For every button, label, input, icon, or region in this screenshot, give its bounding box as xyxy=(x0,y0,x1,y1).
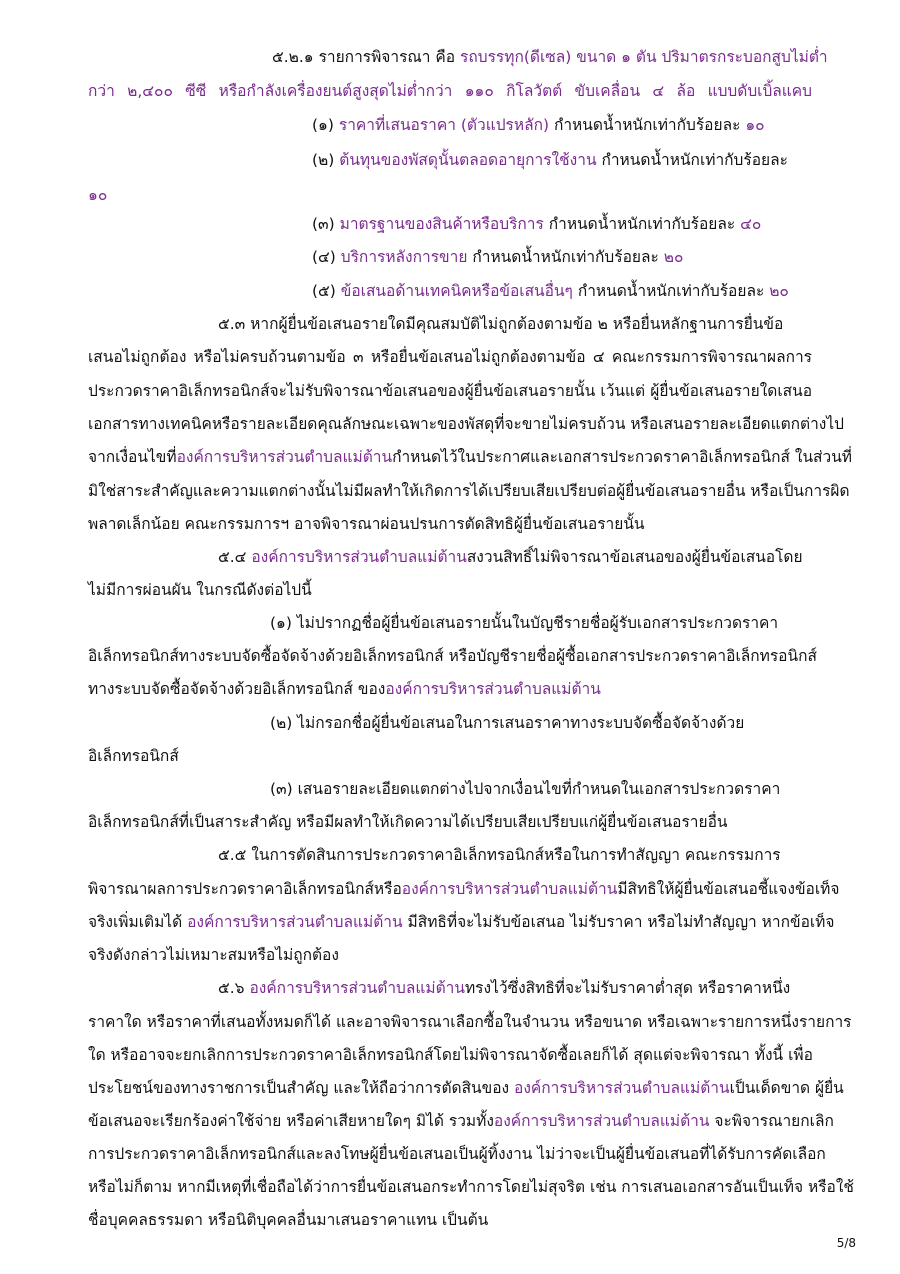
text-line xyxy=(88,513,812,535)
highlighted-text: องค์การบริหารส่วนตำบลแม่ต้าน xyxy=(251,548,467,566)
text-segment: เสนอไม่ถูกต้อง หรือไม่ครบถ้วนตามข้อ ๓ หรือยื่นข้อเสนอไม่ถูกต้องตามข้อ ๔ คณะกรรมการพิจารณาผลการ xyxy=(88,348,812,366)
text-line xyxy=(88,645,817,667)
sub-item xyxy=(270,612,900,634)
text-segment: มีสิทธิให้ผู้ยื่นข้อเสนอชี้แจงข้อเท็จ xyxy=(617,880,840,898)
text-line xyxy=(88,1110,834,1132)
text-segment: กำหนดไว้ในประกาศและเอกสารประกวดราคาอิเล็กทรอนิกส์ ในส่วนที่ xyxy=(392,448,853,466)
text-segment: (๒) xyxy=(312,151,340,169)
highlighted-text: ๒๐ xyxy=(769,282,789,300)
text-segment: อิเล็กทรอนิกส์ที่เป็นสาระสำคัญ หรือมีผลทำให้เกิดความได้เปรียบเสียเปรียบแก่ผู้ยื่นข้อเสนอรายอื่น xyxy=(88,813,728,831)
highlighted-text: องค์การบริหารส่วนตำบลแม่ต้าน xyxy=(249,979,465,997)
highlighted-text: องค์การบริหารส่วนตำบลแม่ต้าน xyxy=(385,680,601,698)
text-segment: (๑) ไม่ปรากฏชื่อผู้ยื่นข้อเสนอรายนั้นในบัญชีรายชื่อผู้รับเอกสารประกวดราคา xyxy=(270,614,779,632)
text-segment: หรือไม่ก็ตาม หากมีเหตุที่เชื่อถือได้ว่าการยื่นข้อเสนอกระทำการโดยไม่สุจริต เช่น การเสนอเอกสารอันเป็นเท็จ หรือใช้ xyxy=(88,1178,854,1196)
highlighted-text: ๔๐ xyxy=(740,215,762,233)
text-line xyxy=(88,480,850,502)
criteria-item xyxy=(312,213,900,235)
text-segment: ๕.๓ หากผู้ยื่นข้อเสนอรายใดมีคุณสมบัติไม่ถูกต้องตามข้อ ๒ หรือยื่นหลักฐานการยื่นข้อ xyxy=(218,315,784,333)
text-segment: จริงดังกล่าวไม่เหมาะสมหรือไม่ถูกต้อง xyxy=(88,946,339,964)
text-line xyxy=(88,446,853,468)
text-segment: สงวนสิทธิ์ไม่พิจารณาข้อเสนอของผู้ยื่นข้อเสนอโดย xyxy=(466,548,803,566)
text-line xyxy=(88,184,900,206)
text-line xyxy=(88,878,840,900)
text-segment: อิเล็กทรอนิกส์ xyxy=(88,747,179,765)
highlighted-text: บริการหลังการขาย xyxy=(340,248,468,266)
text-segment: ทรงไว้ซึ่งสิทธิที่จะไม่รับราคาต่ำสุด หรือราคาหนึ่ง xyxy=(464,979,791,997)
highlighted-text: ๑๐ xyxy=(745,116,765,134)
highlighted-text: องค์การบริหารส่วนตำบลแม่ต้าน xyxy=(514,1079,730,1097)
highlighted-text: กว่า ๒,๔๐๐ ซีซี หรือกำลังเครื่องยนต์สูงสุดไม่ต่ำกว่า ๑๑๐ กิโลวัตต์ ขับเคลื่อน ๔ ล้อ แบบดับเบิ้ลแคบ xyxy=(88,82,812,100)
clause-heading xyxy=(218,844,812,866)
highlighted-text: องค์การบริหารส่วนตำบลแม่ต้าน xyxy=(187,913,403,931)
text-segment: ทางระบบจัดซื้อจัดจ้างด้วยอิเล็กทรอนิกส์ ของ xyxy=(88,680,386,698)
text-segment: ๕.๕ ในการตัดสินการประกวดราคาอิเล็กทรอนิกส์หรือในการทำสัญญา คณะกรรมการ xyxy=(218,846,781,864)
highlighted-text: องค์การบริหารส่วนตำบลแม่ต้าน xyxy=(493,1112,710,1130)
text-segment: ไม่มีการผ่อนผัน ในกรณีดังต่อไปนี้ xyxy=(88,581,312,599)
highlighted-text: องค์การบริหารส่วนตำบลแม่ต้าน xyxy=(176,448,393,466)
text-segment: กำหนดน้ำหนักเท่ากับร้อยละ xyxy=(467,248,664,266)
text-segment: กำหนดน้ำหนักเท่ากับร้อยละ xyxy=(596,151,788,169)
clause-heading xyxy=(218,977,812,999)
text-line xyxy=(88,1011,852,1033)
text-line xyxy=(88,413,845,435)
sub-item xyxy=(270,778,900,800)
text-line xyxy=(88,1176,854,1198)
highlighted-text: องค์การบริหารส่วนตำบลแม่ต้าน xyxy=(401,880,618,898)
text-segment: ๕.๒.๑ รายการพิจารณา คือ xyxy=(272,48,461,66)
text-segment: ราคาใด หรือราคาที่เสนอทั้งหมดก็ได้ และอาจพิจารณาเลือกซื้อในจำนวน หรือขนาด หรือเฉพาะรายการหนึ่งรายการ xyxy=(88,1013,852,1031)
page-number: 5/8 xyxy=(836,1236,856,1250)
text-segment: (๕) xyxy=(312,282,341,300)
text-segment: (๓) xyxy=(312,215,340,233)
text-segment: จริงเพิ่มเติมได้ xyxy=(88,913,188,931)
criteria-item xyxy=(312,114,900,136)
text-line xyxy=(272,46,828,68)
text-segment: (๔) xyxy=(312,248,341,266)
text-segment: มิใช่สาระสำคัญและความแตกต่างนั้นไม่มีผลทำให้เกิดการได้เปรียบเสียเปรียบต่อผู้ยื่นข้อเสนอรายอื่น หรือเป็นการผิด xyxy=(88,482,850,500)
text-line xyxy=(88,911,835,933)
text-segment: กำหนดน้ำหนักเท่ากับร้อยละ xyxy=(543,215,741,233)
text-segment: ชื่อบุคคลธรรมดา หรือนิติบุคคลอื่นมาเสนอราคาแทน เป็นต้น xyxy=(88,1211,489,1229)
text-line xyxy=(88,745,812,767)
criteria-item xyxy=(312,246,900,268)
text-line xyxy=(88,579,812,601)
text-line xyxy=(88,80,812,102)
criteria-item xyxy=(312,149,900,171)
text-line xyxy=(88,1143,826,1165)
text-segment: เป็นเด็ดขาด ผู้ยื่น xyxy=(729,1079,844,1097)
text-segment: ๕.๔ xyxy=(218,548,252,566)
text-segment: เอกสารทางเทคนิคหรือรายละเอียดคุณลักษณะเฉพาะของพัสดุที่จะขายไม่ครบถ้วน หรือเสนอรายละเอียดแตกต่างไป xyxy=(88,415,845,433)
text-line xyxy=(88,811,812,833)
text-line xyxy=(88,1044,812,1066)
text-segment: ๕.๖ xyxy=(218,979,250,997)
criteria-item xyxy=(312,280,900,302)
text-segment: จากเงื่อนไขที่ xyxy=(88,448,177,466)
text-segment: การประกวดราคาอิเล็กทรอนิกส์และลงโทษผู้ยื่นข้อเสนอเป็นผู้ทิ้งงาน ไม่ว่าจะเป็นผู้ยื่นข้อเสนอที่ได้รับการคัดเลือก xyxy=(88,1145,826,1163)
highlighted-text: รถบรรทุก(ดีเซล) ขนาด ๑ ตัน ปริมาตรกระบอกสูบไม่ต่ำ xyxy=(460,48,828,66)
text-segment: อิเล็กทรอนิกส์ทางระบบจัดซื้อจัดจ้างด้วยอิเล็กทรอนิกส์ หรือบัญชีรายชื่อผู้ซื้อเอกสารประกวดราคาอิเล็กทรอนิกส์ xyxy=(88,647,817,665)
text-segment: ใด หรืออาจจะยกเลิกการประกวดราคาอิเล็กทรอนิกส์โดยไม่พิจารณาจัดซื้อเลยก็ได้ สุดแต่จะพิจารณา ทั้งนี้ เพื่อ xyxy=(88,1046,813,1064)
highlighted-text: มาตรฐานของสินค้าหรือบริการ xyxy=(339,215,544,233)
highlighted-text: ราคาที่เสนอราคา (ตัวแปรหลัก) xyxy=(338,116,550,134)
text-segment: จะพิจารณายกเลิก xyxy=(709,1112,834,1130)
text-segment: พิจารณาผลการประกวดราคาอิเล็กทรอนิกส์หรือ xyxy=(88,880,402,898)
text-line xyxy=(88,380,812,402)
clause-heading xyxy=(218,546,812,568)
sub-item xyxy=(270,712,900,734)
text-segment: ประโยชน์ของทางราชการเป็นสำคัญ และให้ถือว่าการตัดสินของ xyxy=(88,1079,515,1097)
text-segment: ข้อเสนอจะเรียกร้องค่าใช้จ่าย หรือค่าเสียหายใดๆ มิได้ รวมทั้ง xyxy=(88,1112,494,1130)
text-segment: มีสิทธิที่จะไม่รับข้อเสนอ ไม่รับราคา หรือไม่ทำสัญญา หากข้อเท็จ xyxy=(402,913,835,931)
highlighted-text: ๒๐ xyxy=(663,248,684,266)
highlighted-text: ข้อเสนอด้านเทคนิคหรือข้อเสนอื่นๆ xyxy=(340,282,573,300)
highlighted-text: ๑๐ xyxy=(88,186,108,204)
text-segment: ประกวดราคาอิเล็กทรอนิกส์จะไม่รับพิจารณาข้อเสนอของผู้ยื่นข้อเสนอรายนั้น เว้นแต่ ผู้ยื่นข้อเสนอรายใดเสนอ xyxy=(88,382,812,400)
text-segment: (๒) ไม่กรอกชื่อผู้ยื่นข้อเสนอในการเสนอราคาทางระบบจัดซื้อจัดจ้างด้วย xyxy=(270,714,745,732)
text-line xyxy=(88,1209,812,1231)
text-segment: กำหนดน้ำหนักเท่ากับร้อยละ xyxy=(549,116,746,134)
text-line xyxy=(88,346,812,368)
text-segment: กำหนดน้ำหนักเท่ากับร้อยละ xyxy=(572,282,770,300)
text-segment: (๓) เสนอรายละเอียดแตกต่างไปจากเงื่อนไขที่กำหนดในเอกสารประกวดราคา xyxy=(270,780,781,798)
clause-heading xyxy=(218,313,812,335)
text-line xyxy=(88,678,812,700)
text-line xyxy=(88,944,812,966)
text-line xyxy=(88,1077,844,1099)
highlighted-text: ต้นทุนของพัสดุนั้นตลอดอายุการใช้งาน xyxy=(339,151,597,169)
text-segment: พลาดเล็กน้อย คณะกรรมการฯ อาจพิจารณาผ่อนปรนการตัดสิทธิผู้ยื่นข้อเสนอรายนั้น xyxy=(88,515,645,533)
text-segment: (๑) xyxy=(312,116,339,134)
